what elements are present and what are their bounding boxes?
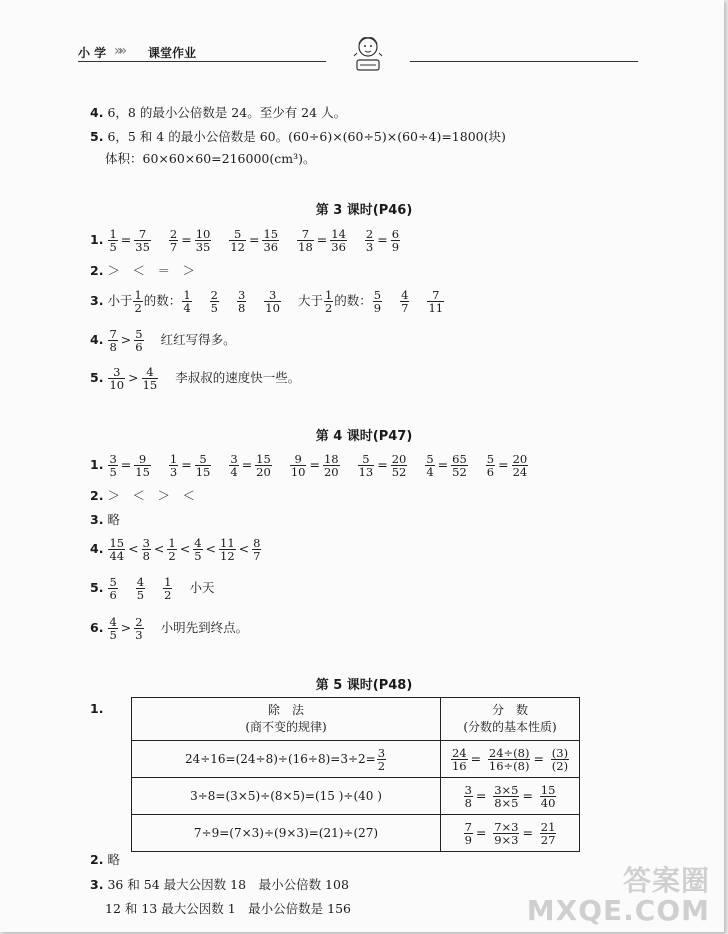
section-title: 第 3 课时(P46): [315, 203, 413, 218]
fraction: $\frac{7}{11}$: [428, 287, 444, 315]
fraction: $\frac{3}{10}$: [265, 287, 280, 315]
answer-text: 红红写得多。: [160, 332, 236, 347]
s4-answer-3: [90, 511, 120, 529]
mascot-icon: [350, 34, 386, 76]
answer-5-volume: [105, 150, 315, 168]
item-number: 5.: [90, 580, 104, 595]
fraction: $\frac{10}{35}$: [195, 226, 211, 254]
item-number: 3.: [90, 293, 104, 308]
fraction: $\frac{2}{3}$: [365, 226, 374, 254]
table-cell: $\frac{3}{8}$ = $\frac{3\times 5}{8\times 5}$ = $\frac{15}{40}$: [441, 778, 580, 815]
answer-text: ＞ ＜ ＞ ＜: [107, 488, 195, 503]
fraction: $\frac{14}{36}$: [331, 226, 346, 254]
fraction: $\frac{7}{8}$: [109, 326, 117, 354]
s4-answer-2: [90, 487, 195, 505]
answer-text: 的数：: [334, 293, 372, 308]
s3-answer-2: [90, 262, 195, 280]
s4-answer-1: 1. $\frac{3}{5}$ = $\frac{9}{15}$ $\frac{1}{3}$ = $\frac{5}{15}$ $\frac{3}{4}$ = $\frac{15}{20}$ $\frac{9}{10}$ = $\frac{18}{20}$ $\frac{5}{13}$ = $\frac{20}{52}$ $\frac{5}{4}$ = $\frac{65}{52}$ $\frac{5}{6}$ = $\frac{20}{24}$: [90, 451, 528, 479]
fraction: $\frac{1}{2}$: [134, 287, 142, 315]
answer-text: 略: [107, 512, 120, 527]
fraction: $\frac{2}{5}$: [210, 287, 218, 315]
fraction: $\frac{1}{2}$: [324, 287, 333, 315]
table-row: [132, 741, 580, 778]
table-header-cell: 除 法 (商不变的规律): [132, 698, 441, 741]
watermark: [527, 866, 710, 926]
fraction: $\frac{4}{15}$: [142, 364, 158, 392]
item-number: 6.: [90, 620, 104, 635]
item-number: 4.: [90, 332, 104, 347]
fraction: $\frac{3}{10}$: [109, 364, 125, 392]
item-number: 1.: [90, 232, 104, 247]
item-number: 5.: [90, 129, 104, 144]
table-cell: $\frac{7}{9}$ = $\frac{7\times 3}{9\times 3}$ = $\frac{21}{27}$: [441, 815, 580, 852]
s3-answer-4: 4. $\frac{7}{8}$ > $\frac{5}{6}$ 红红写得多。: [90, 326, 236, 354]
fraction: $\frac{5}{9}$: [373, 287, 382, 315]
header-rule-right: [410, 61, 638, 62]
fraction: $\frac{5}{6}$: [135, 326, 143, 354]
answer-text: 体积：60×60×60=216000(cm³)。: [105, 151, 316, 166]
answer-text: 6，8 的最小公倍数是 24。至少有 24 人。: [107, 105, 347, 120]
answer-text: 略: [107, 852, 120, 867]
answer-text: 12 和 13 最大公因数 1 最小公倍数是 156: [105, 901, 351, 916]
answer-table: [131, 697, 580, 852]
item-number: 2.: [90, 488, 104, 503]
s5-answer-3: [90, 876, 349, 894]
answer-text: 小明先到终点。: [160, 620, 249, 635]
s5-answer-2: [90, 851, 120, 869]
fraction: $\frac{1}{4}$: [183, 287, 191, 315]
s3-answer-5: 5. $\frac{3}{10}$ > $\frac{4}{15}$ 李叔叔的速度快一些。: [90, 364, 301, 392]
chevron-icon: »»: [114, 43, 124, 59]
item-number: 2.: [90, 852, 104, 867]
item-number: 1.: [90, 457, 104, 472]
answer-text: 6，5 和 4 的最小公倍数是 60。(60÷6)×(60÷5)×(60÷4)=1800(块): [107, 129, 506, 144]
section-title: 第 4 课时(P47): [315, 429, 413, 444]
answer-5: [90, 128, 506, 146]
s4-answer-6: 6. $\frac{4}{5}$ > $\frac{2}{3}$ 小明先到终点。: [90, 614, 249, 642]
answer-text: 李叔叔的速度快一些。: [175, 370, 301, 385]
table-row: [132, 778, 580, 815]
fraction: $\frac{4}{7}$: [401, 287, 409, 315]
s5-answer-1-number: [90, 700, 107, 718]
item-number: 5.: [90, 370, 104, 385]
answer-text: 的数：: [143, 293, 182, 308]
item-number: 1.: [90, 701, 104, 716]
item-number: 2.: [90, 263, 104, 278]
s5-answer-3b: [105, 900, 351, 918]
watermark-line: 答案圈: [622, 864, 710, 897]
answer-text: ＞ ＜ ＝ ＞: [107, 263, 195, 278]
table-header-cell: 分 数 (分数的基本性质): [441, 698, 580, 741]
item-number: 4.: [90, 541, 104, 556]
fraction: $\frac{7}{18}$: [298, 226, 313, 254]
item-number: 4.: [90, 105, 104, 120]
fraction: $\frac{5}{12}$: [230, 226, 245, 254]
header-tab: 小 学: [78, 46, 107, 60]
table-cell: 3÷8=(3×5)÷(8×5)=(15 )÷(40 ): [132, 778, 441, 815]
s4-answer-5: 5. $\frac{5}{6}$ $\frac{4}{5}$ $\frac{1}{2}$ 小天: [90, 574, 215, 602]
s3-answer-1: 1. $\frac{1}{5}$ = $\frac{7}{35}$ $\frac{2}{7}$ = $\frac{10}{35}$ $\frac{5}{12}$ = $\frac{15}{36}$ $\frac{7}{18}$ = $\frac{14}{36}$ $\frac{2}{3}$ = $\frac{6}{9}$: [90, 226, 400, 254]
table-cell: $\frac{24}{16}$ = $\frac{24\div(8)}{16\div(8)}$ = $\frac{(3)}{(2)}$: [441, 741, 580, 778]
fraction: $\frac{6}{9}$: [391, 226, 400, 254]
fraction: $\frac{2}{7}$: [169, 226, 178, 254]
watermark-line: MXQE.COM: [526, 894, 710, 927]
fraction: $\frac{7}{35}$: [135, 226, 150, 254]
fraction: $\frac{3}{8}$: [237, 287, 246, 315]
s4-answer-4: 4. $\frac{15}{44}$ < $\frac{3}{8}$ < $\frac{1}{2}$ < $\frac{4}{5}$ < $\frac{11}{12}$ < $\frac{8}{7}$: [90, 535, 261, 563]
table-cell: 24÷16=(24÷8)÷(16÷8)=3÷2= $\frac{3}{2}$: [132, 741, 441, 778]
answer-text: 大于: [297, 293, 323, 308]
item-number: 3.: [90, 512, 104, 527]
table-header-row: [132, 698, 580, 741]
fraction: $\frac{15}{36}$: [263, 226, 279, 254]
answer-text: 小于: [107, 293, 133, 308]
answer-text: 36 和 54 最大公因数 18 最小公倍数 108: [107, 877, 349, 892]
table-row: [132, 815, 580, 852]
header-rule-left: [78, 61, 326, 62]
answer-4: [90, 104, 346, 122]
section-title: 第 5 课时(P48): [315, 678, 413, 693]
header-title: 课堂作业: [148, 46, 197, 60]
answer-text: 小天: [189, 580, 215, 595]
s3-answer-3: [90, 283, 445, 319]
item-number: 3.: [90, 877, 104, 892]
fraction: $\frac{1}{5}$: [109, 226, 117, 254]
table-cell: 7÷9=(7×3)÷(9×3)=(21)÷(27): [132, 815, 441, 852]
